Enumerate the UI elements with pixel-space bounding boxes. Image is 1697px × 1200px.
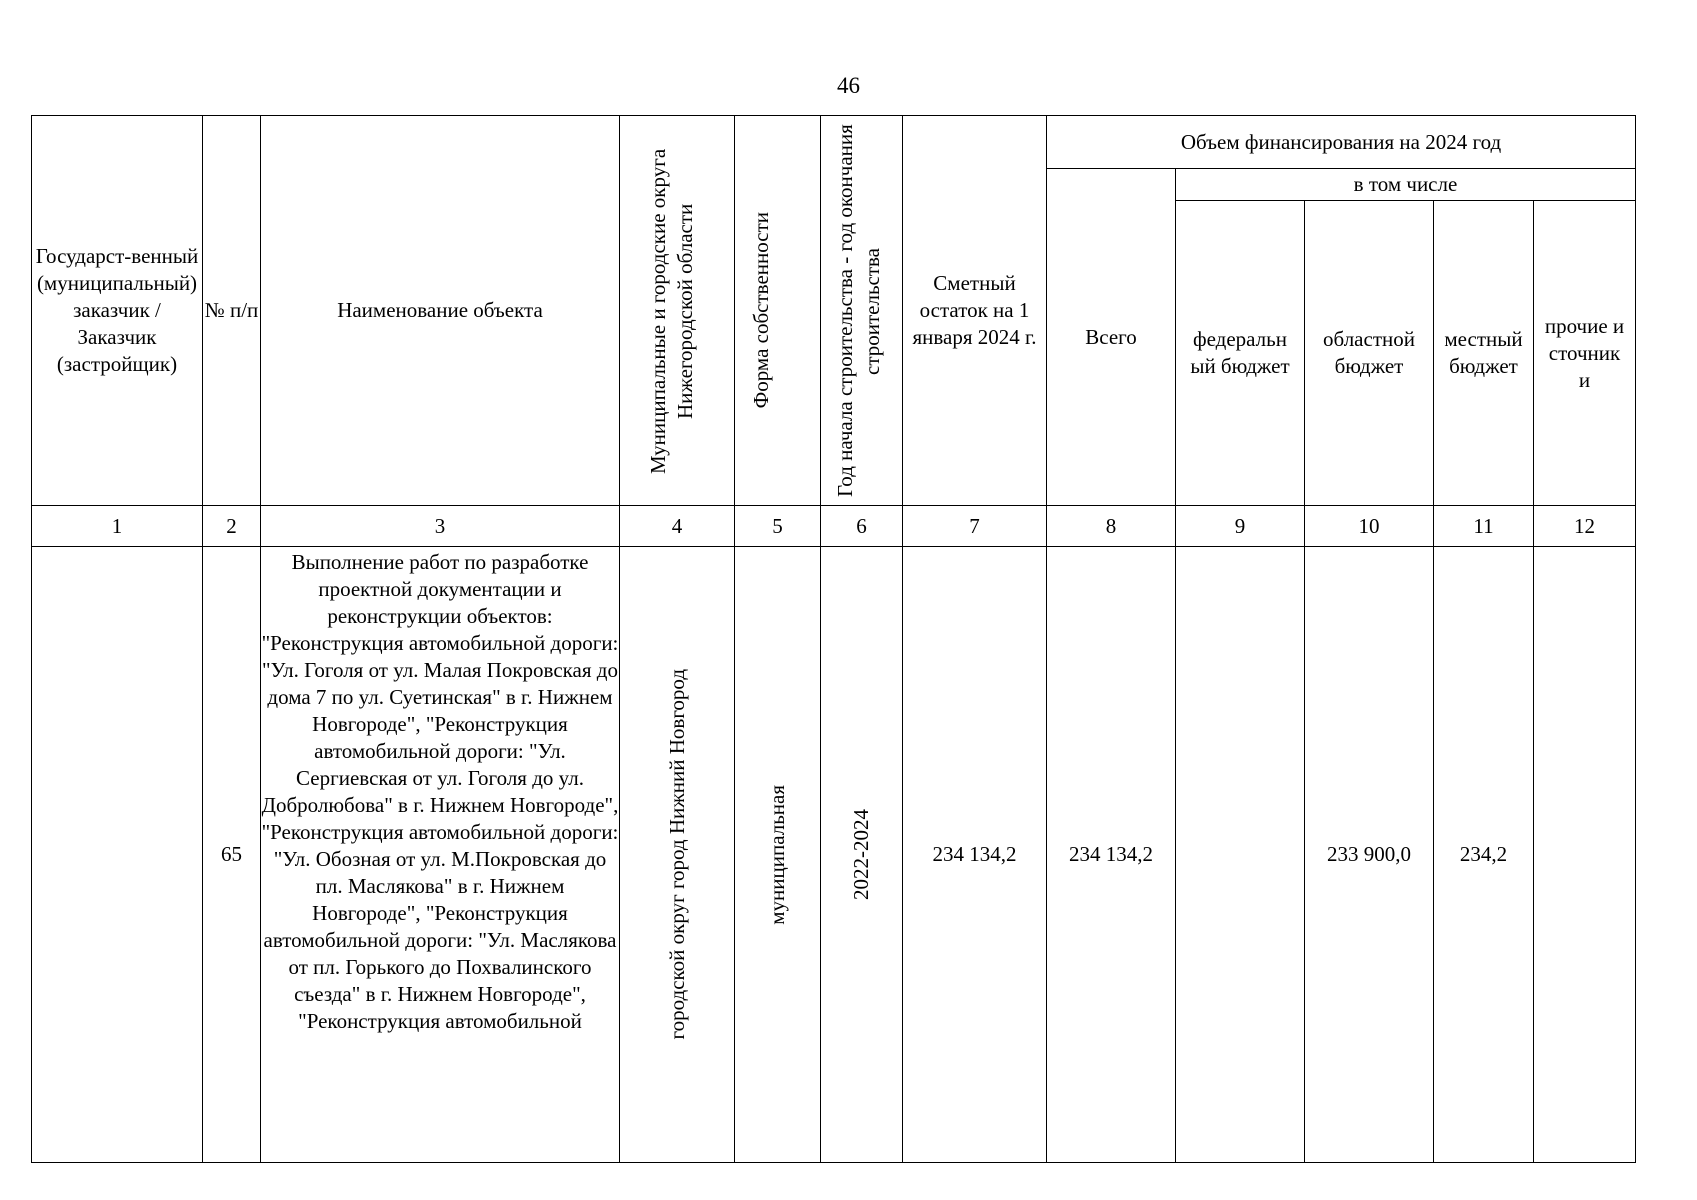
header-local-text: местный бюджет: [1444, 327, 1523, 378]
header-customer: Государст-венный (муниципальный) заказчик / Заказчик (застройщик): [32, 116, 203, 506]
district-text: городской округ город Нижний Новгород: [664, 669, 689, 1040]
header-district-text: Муниципальные и городские округа Нижегородской области: [646, 147, 697, 474]
column-number: 3: [261, 506, 620, 547]
cell-federal: [1176, 547, 1305, 1163]
column-number: 11: [1434, 506, 1534, 547]
column-number: 5: [735, 506, 821, 547]
object-name-text: Выполнение работ по разработке проектной документации и реконструкции объектов: "Реконструкция автомобильной дороги: "Ул. Гоголя от ул. Малая Покровская до дома 7 по ул. Суетинская" в г. Нижнем Новгороде", "Реконструкция автомобильной дороги: "Ул. Сергиевская от ул. Гоголя до ул. Добролюбова" в г. Нижнем Новгороде", "Реконструкция автомобильной дороги: "Ул. Обозная от ул. М.Покровская до пл. Маслякова" в г. Нижнем Новгороде", "Реконструкция автомобильной дороги: "Ул. Маслякова от пл. Горького до Похвалинского съезда" в г. Нижнем Новгороде", "Реконструкция автомобильной: [261, 550, 619, 1033]
header-federal: [1176, 201, 1305, 506]
header-ownership: [735, 116, 821, 506]
header-years-text: Год начала строительства - год окончания строительства: [832, 124, 884, 497]
header-district: [620, 116, 735, 506]
column-number: 6: [821, 506, 903, 547]
header-estimate-balance: Сметный остаток на 1 января 2024 г.: [903, 116, 1047, 506]
header-years: [821, 116, 903, 506]
cell-years: [821, 547, 903, 1163]
cell-regional: 233 900,0: [1305, 547, 1434, 1163]
cell-number: 65: [203, 547, 261, 1163]
header-local: [1434, 201, 1534, 506]
header-funding-group: Объем финансирования на 2024 год: [1047, 116, 1636, 169]
cell-object-name: [261, 547, 620, 1163]
column-number: 9: [1176, 506, 1305, 547]
cell-other: [1534, 547, 1636, 1163]
header-regional: областной бюджет: [1305, 201, 1434, 506]
header-other: [1534, 201, 1636, 506]
cell-local: 234,2: [1434, 547, 1534, 1163]
header-other-text: прочие источники: [1544, 313, 1625, 392]
header-object-name: Наименование объекта: [261, 116, 620, 506]
column-number: 1: [32, 506, 203, 547]
column-number-row: [32, 506, 1636, 547]
column-number: 8: [1047, 506, 1176, 547]
ownership-text: муниципальная: [765, 784, 789, 925]
page-number: 46: [837, 73, 860, 98]
header-row-1: [32, 116, 1636, 169]
column-number: 4: [620, 506, 735, 547]
column-number: 2: [203, 506, 261, 547]
cell-estimate-balance: 234 134,2: [903, 547, 1047, 1163]
header-ownership-text: Форма собственности: [748, 212, 773, 409]
table-row: [32, 547, 1636, 1163]
header-total: Всего: [1047, 169, 1176, 506]
column-number: 7: [903, 506, 1047, 547]
column-number: 12: [1534, 506, 1636, 547]
header-including-group: в том числе: [1176, 169, 1636, 201]
column-number: 10: [1305, 506, 1434, 547]
financing-table: [31, 115, 1636, 1163]
cell-district: [620, 547, 735, 1163]
cell-ownership: [735, 547, 821, 1163]
cell-customer: [32, 547, 203, 1163]
header-federal-text: федеральный бюджет: [1190, 327, 1290, 378]
years-text: 2022-2024: [849, 809, 873, 900]
header-number: № п/п: [203, 116, 261, 506]
cell-total: 234 134,2: [1047, 547, 1176, 1163]
